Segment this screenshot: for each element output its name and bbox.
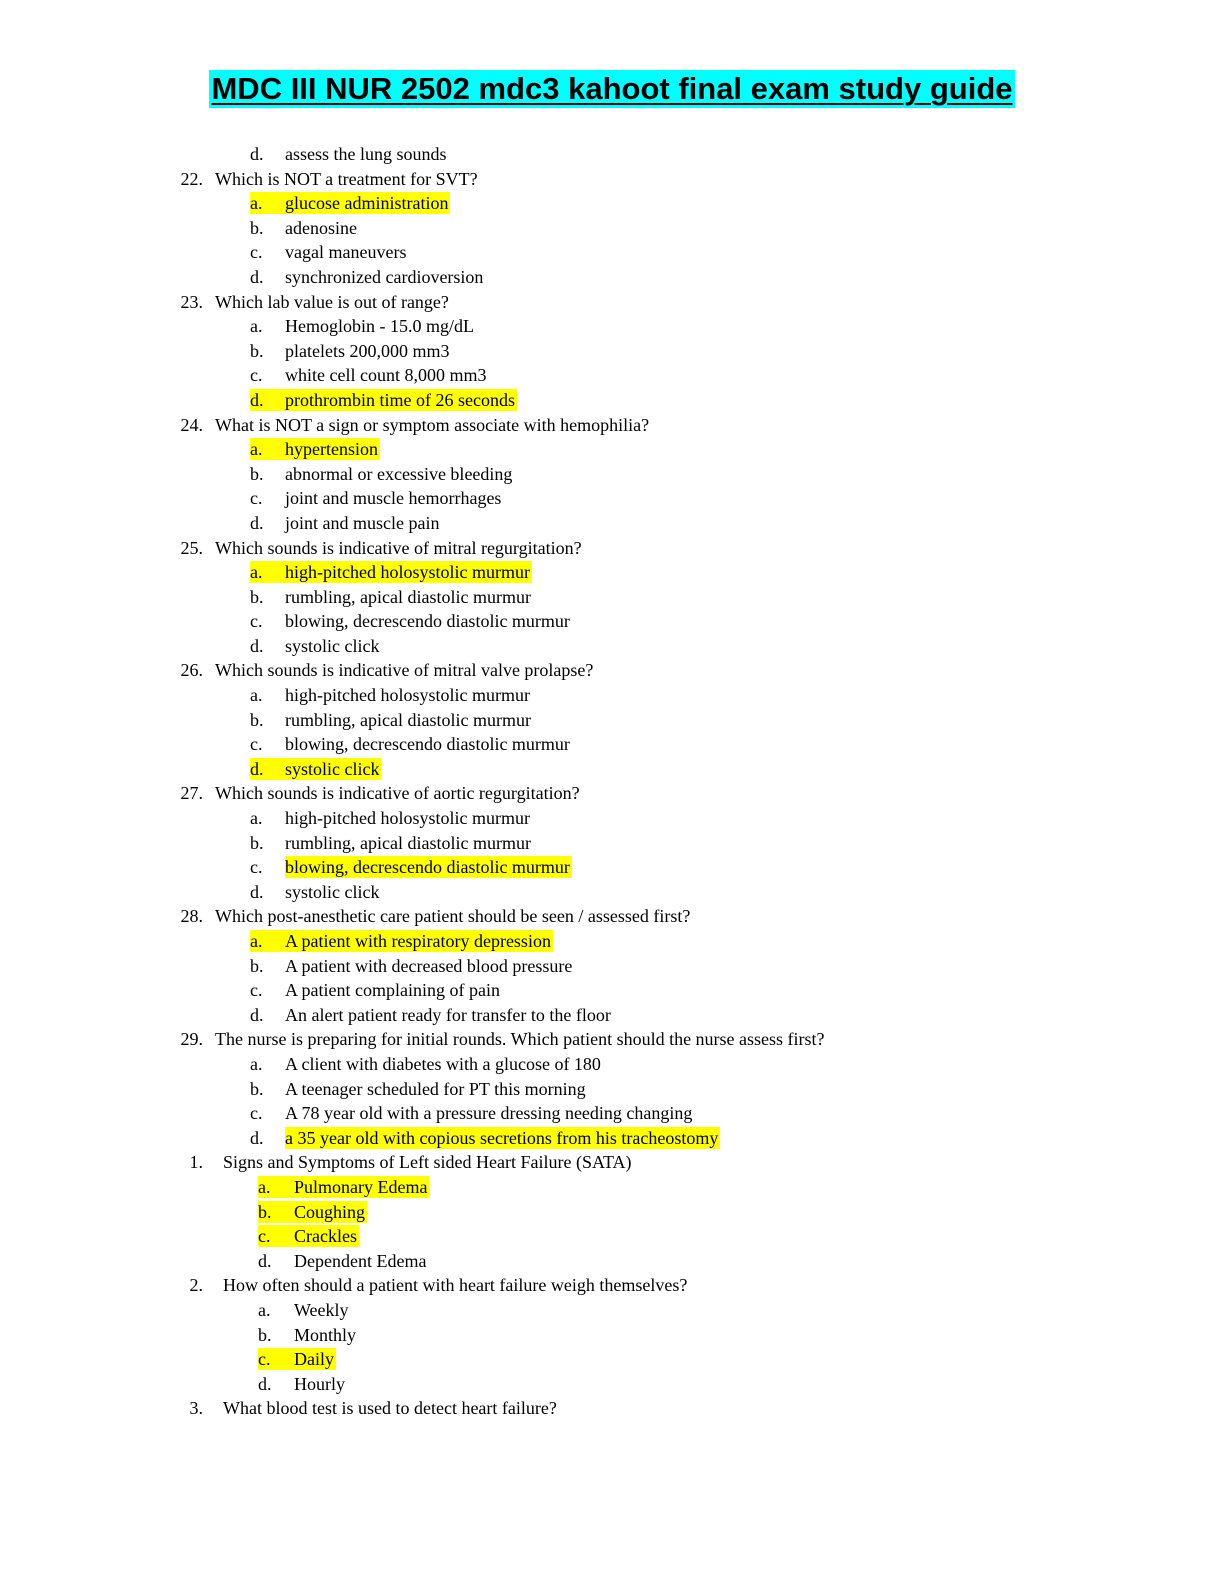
item-text: prothrombin time of 26 seconds [285, 389, 515, 410]
question-line [0, 1273, 1224, 1298]
question-line [0, 1396, 1224, 1421]
question-line [0, 290, 1224, 315]
item-number: d. [250, 1127, 264, 1148]
item-number: d. [258, 1250, 272, 1271]
item-text: Monthly [294, 1324, 357, 1345]
item-number: 25. [180, 537, 203, 558]
question-line [0, 536, 1224, 561]
item-text: Which sounds is indicative of mitral regurgitation? [215, 537, 582, 558]
item-number: b. [250, 217, 264, 238]
item-number: d. [250, 266, 264, 287]
option-line [0, 1101, 1224, 1126]
item-text: a 35 year old with copious secretions from his tracheostomy [285, 1127, 719, 1148]
option-line [0, 1077, 1224, 1102]
option-line [0, 683, 1224, 708]
item-number: 1. [189, 1152, 203, 1173]
question-line [0, 167, 1224, 192]
item-number: 29. [180, 1029, 203, 1050]
option-line [0, 1003, 1224, 1028]
option-line [0, 634, 1224, 659]
item-text: platelets 200,000 mm3 [285, 340, 450, 361]
answer-highlight [285, 1127, 720, 1149]
answer-highlight [250, 561, 532, 583]
item-number: b. [250, 463, 264, 484]
option-line [0, 339, 1224, 364]
answer-highlight [250, 389, 517, 411]
item-text: Weekly [294, 1299, 349, 1320]
option-line [0, 1323, 1224, 1348]
question-line [0, 413, 1224, 438]
option-line [0, 191, 1224, 216]
answer-highlight [258, 1176, 429, 1198]
option-line [0, 1347, 1224, 1372]
option-line [0, 929, 1224, 954]
option-line [0, 1224, 1224, 1249]
option-line [0, 806, 1224, 831]
item-number: 2. [189, 1275, 203, 1296]
item-number: c. [250, 980, 263, 1001]
item-number: 23. [180, 291, 203, 312]
option-line [0, 585, 1224, 610]
option-line [0, 1372, 1224, 1397]
item-text: A patient complaining of pain [285, 980, 500, 1001]
option-line [0, 1200, 1224, 1225]
item-text: synchronized cardioversion [285, 266, 484, 287]
item-text: high-pitched holosystolic murmur [285, 562, 530, 583]
option-line [0, 978, 1224, 1003]
item-number: a. [258, 1176, 271, 1197]
item-text: Signs and Symptoms of Left sided Heart Failure (SATA) [223, 1152, 632, 1173]
option-line [0, 486, 1224, 511]
item-text: A patient with decreased blood pressure [285, 955, 573, 976]
item-number: d. [258, 1373, 272, 1394]
item-text: glucose administration [285, 193, 449, 214]
option-line [0, 560, 1224, 585]
item-number: b. [258, 1324, 272, 1345]
item-text: Coughing [294, 1201, 366, 1222]
item-text: rumbling, apical diastolic murmur [285, 709, 531, 730]
option-line [0, 462, 1224, 487]
item-text: A 78 year old with a pressure dressing needing changing [285, 1103, 693, 1124]
question-line [0, 1150, 1224, 1175]
answer-highlight [250, 758, 381, 780]
item-text: A teenager scheduled for PT this morning [285, 1078, 586, 1099]
item-number: d. [250, 389, 264, 410]
item-number: 24. [180, 414, 203, 435]
item-number: c. [250, 857, 263, 878]
item-number: a. [250, 1053, 263, 1074]
item-number: d. [250, 512, 264, 533]
item-number: d. [250, 144, 264, 164]
item-text: joint and muscle hemorrhages [285, 488, 502, 509]
item-text: high-pitched holosystolic murmur [285, 808, 530, 829]
item-text: hypertension [285, 439, 378, 460]
item-text: assess the lung sounds [285, 144, 447, 164]
item-text: What blood test is used to detect heart failure? [223, 1398, 557, 1419]
item-number: c. [258, 1349, 271, 1370]
item-number: c. [250, 242, 263, 263]
item-text: rumbling, apical diastolic murmur [285, 832, 531, 853]
item-text: An alert patient ready for transfer to the floor [285, 1004, 611, 1025]
item-number: c. [250, 734, 263, 755]
option-line [0, 142, 1224, 167]
option-line [0, 1298, 1224, 1323]
question-line [0, 904, 1224, 929]
item-number: 28. [180, 906, 203, 927]
item-number: b. [250, 1078, 264, 1099]
answer-highlight [258, 1201, 367, 1223]
item-text: Pulmonary Edema [294, 1176, 428, 1197]
item-number: 27. [180, 783, 203, 804]
option-line [0, 511, 1224, 536]
option-line [0, 1175, 1224, 1200]
item-number: d. [250, 1004, 264, 1025]
option-line [0, 708, 1224, 733]
item-text: Which sounds is indicative of mitral valve prolapse? [215, 660, 594, 681]
item-number: b. [250, 586, 264, 607]
item-text: A client with diabetes with a glucose of 180 [285, 1053, 601, 1074]
item-text: Which lab value is out of range? [215, 291, 449, 312]
item-number: a. [250, 931, 263, 951]
question-line [0, 1027, 1224, 1052]
title-wrap [0, 70, 1224, 108]
item-text: joint and muscle pain [285, 512, 440, 533]
document-body [0, 142, 1224, 1421]
option-line [0, 609, 1224, 634]
item-text: Hemoglobin - 15.0 mg/dL [285, 316, 474, 337]
option-line [0, 216, 1224, 241]
item-text: rumbling, apical diastolic murmur [285, 586, 531, 607]
item-number: a. [250, 562, 263, 583]
option-line [0, 388, 1224, 413]
item-text: systolic click [285, 635, 380, 656]
option-line [0, 314, 1224, 339]
item-number: c. [258, 1226, 271, 1247]
option-line [0, 732, 1224, 757]
item-number: a. [250, 439, 263, 460]
item-number: d. [250, 758, 264, 779]
item-text: Hourly [294, 1373, 345, 1394]
item-number: b. [250, 955, 264, 976]
item-text: How often should a patient with heart failure weigh themselves? [223, 1275, 688, 1296]
item-text: Which sounds is indicative of aortic regurgitation? [215, 783, 580, 804]
question-line [0, 781, 1224, 806]
item-text: Crackles [294, 1226, 357, 1247]
item-number: d. [250, 635, 264, 656]
question-line [0, 658, 1224, 683]
item-number: a. [250, 808, 263, 829]
item-number: b. [250, 832, 264, 853]
option-line [0, 757, 1224, 782]
item-text: white cell count 8,000 mm3 [285, 365, 487, 386]
item-number: a. [258, 1299, 271, 1320]
item-text: The nurse is preparing for initial rounds. Which patient should the nurse assess first? [215, 1029, 825, 1050]
option-line [0, 831, 1224, 856]
option-line [0, 240, 1224, 265]
item-number: 26. [180, 660, 203, 681]
option-line [0, 437, 1224, 462]
item-number: a. [250, 193, 263, 214]
item-text: systolic click [285, 881, 380, 902]
answer-highlight [258, 1348, 336, 1370]
answer-highlight [250, 438, 380, 460]
item-text: vagal maneuvers [285, 242, 407, 263]
answer-highlight [250, 930, 553, 952]
item-number: b. [250, 340, 264, 361]
item-text: Which post-anesthetic care patient should be seen / assessed first? [215, 906, 691, 927]
item-number: a. [250, 316, 263, 337]
answer-highlight [285, 856, 572, 878]
option-line [0, 363, 1224, 388]
item-number: b. [258, 1201, 272, 1222]
option-line [0, 880, 1224, 905]
item-number: c. [250, 365, 263, 386]
item-number: a. [250, 685, 263, 706]
item-number: c. [250, 488, 263, 509]
item-text: Daily [294, 1349, 334, 1370]
item-number: d. [250, 881, 264, 902]
item-number: c. [250, 611, 263, 632]
item-text: A patient with respiratory depression [285, 931, 551, 951]
option-line [0, 1126, 1224, 1151]
item-text: Dependent Edema [294, 1250, 427, 1271]
option-line [0, 954, 1224, 979]
item-number: 22. [180, 168, 203, 189]
item-text: blowing, decrescendo diastolic murmur [285, 734, 570, 755]
item-text: Which is NOT a treatment for SVT? [215, 168, 478, 189]
item-text: blowing, decrescendo diastolic murmur [285, 611, 570, 632]
item-text: systolic click [285, 758, 380, 779]
item-number: b. [250, 709, 264, 730]
item-text: adenosine [285, 217, 357, 238]
item-number: 3. [189, 1398, 203, 1419]
answer-highlight [258, 1225, 359, 1247]
option-line [0, 1052, 1224, 1077]
item-text: abnormal or excessive bleeding [285, 463, 513, 484]
option-line [0, 265, 1224, 290]
item-text: high-pitched holosystolic murmur [285, 685, 530, 706]
item-text: blowing, decrescendo diastolic murmur [285, 857, 570, 878]
option-line [0, 855, 1224, 880]
page-title: MDC III NUR 2502 mdc3 kahoot final exam study guide [211, 71, 1013, 106]
answer-highlight [250, 192, 450, 214]
option-line [0, 1249, 1224, 1274]
item-text: What is NOT a sign or symptom associate with hemophilia? [215, 414, 650, 435]
item-number: c. [250, 1103, 263, 1124]
